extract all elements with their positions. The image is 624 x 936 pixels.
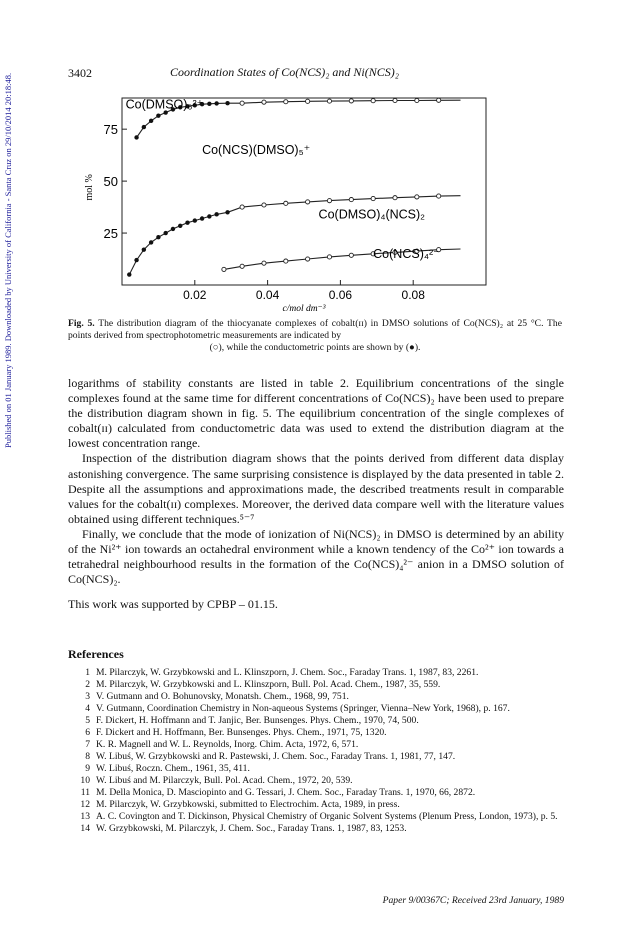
conductometric-point: [142, 247, 146, 251]
conductometric-point: [193, 218, 197, 222]
running-head: Coordination States of Co(NCS)₂ and Ni(NCS)₂: [170, 65, 399, 79]
reference-number: 2: [85, 679, 90, 690]
reference-item: [70, 703, 564, 715]
conductometric-point: [127, 272, 131, 276]
page-number: 3402: [68, 66, 92, 80]
paragraph: logarithms of stability constants are listed in table 2. Equilibrium concentrations of the single complexes found at the same time for different concentrations of Co(NCS)₂ have been used to prepare the distribution diagram shown in fig. 5. The equilibrium concentration of the single complexes of cobalt(ɪɪ) calculated from conductometric data was used to extend the distribution diagram at the lowest concentration range.: [68, 376, 564, 451]
spectrophotometric-point: [437, 194, 441, 198]
caption-text: The distribution diagram of the thiocyanate complexes of cobalt(ɪɪ) in DMSO solutions of Co(NCS)₂ at 25 °C. The points derived from spectrophotometric measurements are indicated by: [68, 318, 562, 341]
reference-text: A. C. Covington and T. Dickinson, Physical Chemistry of Organic Solvent Systems (Plenum Press, London, 1973), p. 5.: [96, 811, 558, 822]
reference-number: 3: [85, 691, 90, 702]
reference-number: 4: [85, 703, 90, 714]
spectrophotometric-point: [371, 99, 375, 103]
reference-text: F. Dickert and H. Hoffmann, Ber. Bunsenges. Phys. Chem., 1971, 75, 1320.: [96, 727, 387, 738]
acknowledgement: This work was supported by CPBP – 01.15.: [68, 597, 278, 612]
x-axis-label: c/mol dm⁻³: [282, 304, 326, 314]
references-heading: References: [68, 647, 124, 661]
conductometric-point: [149, 119, 153, 123]
reference-number: 13: [80, 811, 90, 822]
series-label: Co(NCS)₄²⁻: [373, 246, 440, 261]
figure-caption: [68, 318, 562, 354]
reference-number: 12: [80, 799, 90, 810]
reference-text: M. Pilarczyk, W. Grzybkowski, submitted to Electrochim. Acta, 1989, in press.: [96, 799, 400, 810]
spectrophotometric-point: [306, 200, 310, 204]
references-list: [70, 667, 564, 835]
x-tick-label: 0.02: [183, 288, 207, 302]
reference-text: V. Gutmann and O. Bohunovsky, Monatsh. Chem., 1968, 99, 751.: [96, 691, 349, 702]
reference-item: [70, 787, 564, 799]
y-tick-label: 75: [103, 122, 118, 138]
spectrophotometric-point: [415, 195, 419, 199]
spectrophotometric-point: [262, 261, 266, 265]
series-labels: [126, 97, 440, 261]
conductometric-point: [178, 224, 182, 228]
reference-number: 10: [80, 775, 90, 786]
reference-text: W. Libuś, W. Grzybkowski and R. Pastewski, J. Chem. Soc., Faraday Trans. 1, 1981, 77, 147.: [96, 751, 456, 762]
conductometric-point: [156, 235, 160, 239]
reference-item: [70, 679, 564, 691]
series-label: Co(DMSO)₆²⁺: [125, 97, 204, 112]
conductometric-point: [214, 101, 218, 105]
distribution-chart: [76, 88, 496, 316]
reference-item: [70, 715, 564, 727]
spectrophotometric-point: [284, 100, 288, 104]
reference-text: K. R. Magnell and W. L. Reynolds, Inorg. Chim. Acta, 1972, 6, 571.: [96, 739, 359, 750]
conductometric-point: [134, 135, 138, 139]
reference-item: [70, 775, 564, 787]
spectrophotometric-point: [240, 101, 244, 105]
reference-text: W. Grzybkowski, M. Pilarczyk, J. Chem. Soc., Faraday Trans. 1, 1987, 83, 1253.: [96, 823, 407, 834]
reference-number: 7: [85, 739, 90, 750]
x-tick-label: 0.04: [255, 288, 280, 302]
figure-label: Fig. 5.: [68, 318, 95, 329]
reference-item: [70, 691, 564, 703]
spectrophotometric-point: [349, 198, 353, 202]
conductometric-point: [134, 258, 138, 262]
spectrophotometric-point: [393, 196, 397, 200]
spectrophotometric-point: [327, 199, 331, 203]
reference-number: 14: [80, 823, 90, 834]
spectrophotometric-point: [393, 98, 397, 102]
conductometric-point: [225, 210, 229, 214]
reference-item: [70, 739, 564, 751]
paragraph: Finally, we conclude that the mode of ionization of Ni(NCS)₂ in DMSO is determined by an ability of the Ni²⁺ ion towards an octahedral environment while a known tendency of the Co²⁺ ion towards a tetrahedral neighbourhood results in the formation of the Co(NCS)₄²⁻ anion in a DMSO solution of Co(NCS)₂.: [68, 526, 564, 587]
reference-item: [70, 799, 564, 811]
reference-text: M. Pilarczyk, W. Grzybkowski and L. Klinszporn, Bull. Pol. Acad. Chem., 1987, 35, 559.: [96, 679, 441, 690]
conductometric-point: [149, 240, 153, 244]
paragraph: Inspection of the distribution diagram shows that the points derived from different data display astonishing convergence. The same surprising consistence is displayed by the data presented in table 2. Despite all the assumptions and approximations made, the described treatments result in comparable values for the cobalt(ɪɪ) complexes. Moreover, the derived data compare well with the literature values obtained using different techniques.⁵⁻⁷: [68, 451, 564, 526]
reference-text: M. Pilarczyk, W. Grzybkowski and L. Klinszporn, J. Chem. Soc., Faraday Trans. 1, 1987, 83, 2261.: [96, 667, 479, 678]
spectrophotometric-point: [349, 253, 353, 257]
conductometric-point: [156, 113, 160, 117]
reference-text: W. Libuś and M. Pilarczyk, Bull. Pol. Acad. Chem., 1972, 20, 539.: [96, 775, 353, 786]
y-tick-label: 25: [103, 226, 118, 242]
spectrophotometric-point: [306, 99, 310, 103]
spectrophotometric-point: [240, 205, 244, 209]
spectrophotometric-point: [437, 98, 441, 102]
conductometric-point: [200, 216, 204, 220]
conductometric-point: [185, 220, 189, 224]
conductometric-point: [171, 227, 175, 231]
reference-number: 6: [85, 727, 90, 738]
spectrophotometric-point: [240, 264, 244, 268]
spectrophotometric-point: [262, 203, 266, 207]
conductometric-point: [225, 101, 229, 105]
conductometric-point: [214, 212, 218, 216]
x-tick-label: 0.06: [328, 288, 353, 302]
spectrophotometric-point: [284, 201, 288, 205]
conductometric-point: [142, 125, 146, 129]
reference-text: M. Della Monica, D. Masciopinto and G. Tessari, J. Chem. Soc., Faraday Trans. 1, 1970, 66, 2872.: [96, 787, 476, 798]
reference-item: [70, 763, 564, 775]
spectrophotometric-point: [327, 255, 331, 259]
reference-number: 9: [85, 763, 90, 774]
series-label: Co(DMSO)₄(NCS)₂: [318, 207, 426, 222]
reference-item: [70, 667, 564, 679]
spectrophotometric-point: [284, 259, 288, 263]
reference-item: [70, 751, 564, 763]
reference-number: 11: [80, 787, 90, 798]
y-tick-label: 50: [103, 174, 118, 190]
spectrophotometric-point: [262, 100, 266, 104]
spectrophotometric-point: [415, 98, 419, 102]
download-watermark: Published on 01 January 1989. Downloaded by University of California - Santa Cruz on 29/10/2014 20:18:48.: [3, 72, 13, 448]
caption-text-legend: (○), while the conductometric points are shown by (●).: [209, 342, 421, 353]
paper-received-line: Paper 9/00367C; Received 23rd January, 1989: [382, 895, 564, 906]
x-tick-label: 0.08: [401, 288, 425, 302]
reference-text: F. Dickert, H. Hoffmann and T. Janjic, Ber. Bunsenges. Phys. Chem., 1970, 74, 500.: [96, 715, 419, 726]
reference-number: 1: [85, 667, 90, 678]
conductometric-point: [163, 231, 167, 235]
series-label: Co(NCS)(DMSO)₅⁺: [202, 143, 311, 158]
conductometric-point: [207, 214, 211, 218]
reference-text: W. Libuś, Roczn. Chem., 1961, 35, 411.: [96, 763, 250, 774]
conductometric-point: [207, 102, 211, 106]
reference-item: [70, 727, 564, 739]
y-axis-label: mol %: [84, 174, 95, 201]
reference-number: 5: [85, 715, 90, 726]
reference-text: V. Gutmann, Coordination Chemistry in Non-aqueous Systems (Springer, Vienna–New York, 1968), p. 167.: [96, 703, 510, 714]
reference-item: [70, 811, 564, 823]
reference-item: [70, 823, 564, 835]
spectrophotometric-point: [306, 257, 310, 261]
spectrophotometric-point: [349, 99, 353, 103]
spectrophotometric-point: [327, 99, 331, 103]
body-text: [68, 376, 564, 612]
reference-number: 8: [85, 751, 90, 762]
spectrophotometric-point: [222, 267, 226, 271]
spectrophotometric-point: [371, 196, 375, 200]
